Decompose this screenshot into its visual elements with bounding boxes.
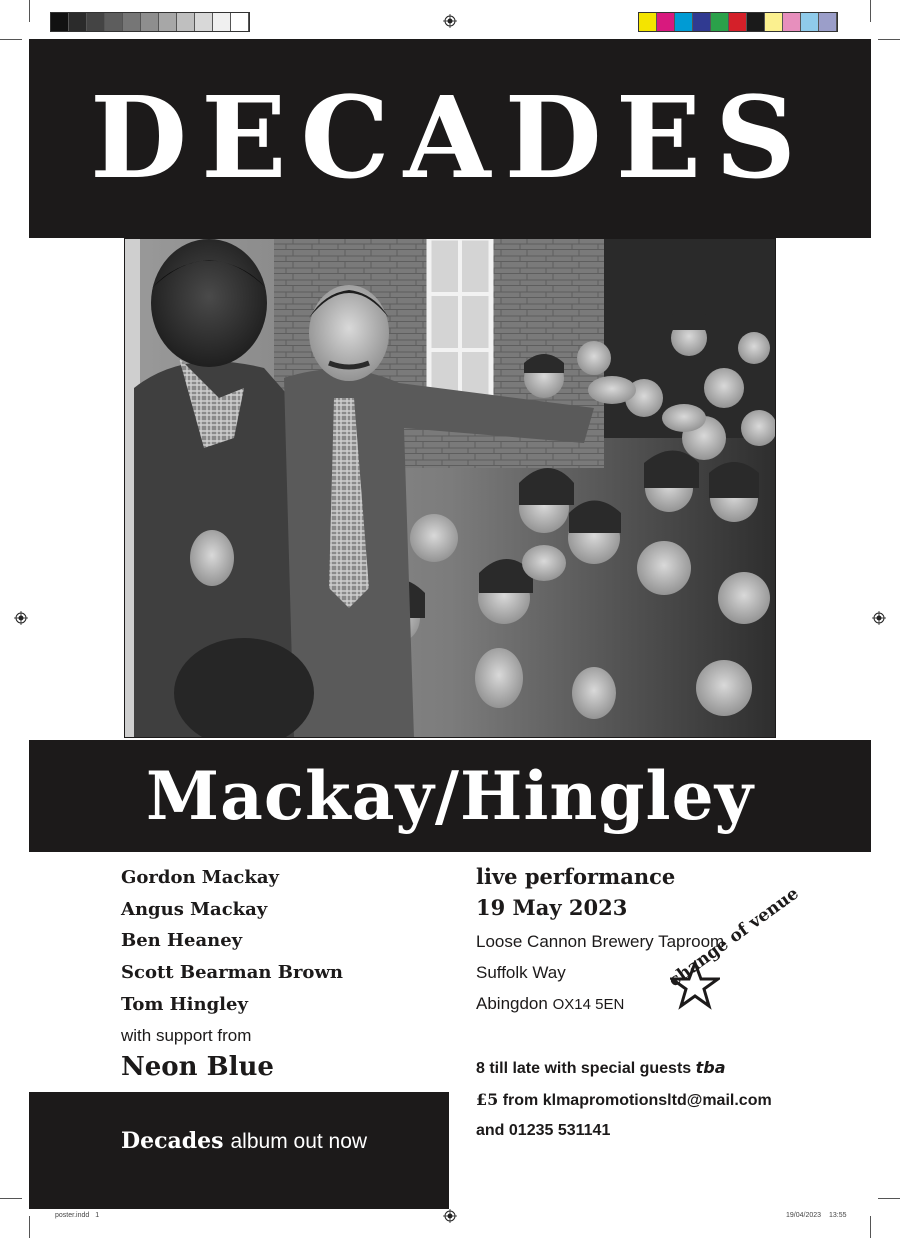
- time-line: [476, 1058, 726, 1078]
- process-colour-bar: [638, 12, 838, 32]
- band-member: Scott Bearman Brown: [121, 962, 344, 983]
- crop-mark: [878, 1198, 900, 1199]
- band-member: Ben Heaney: [121, 930, 243, 951]
- slug-filename: poster.indd: [55, 1212, 90, 1219]
- colour-swatch: [123, 13, 141, 31]
- band-member: Angus Mackay: [121, 899, 268, 920]
- colour-swatch: [765, 13, 783, 31]
- registration-mark-icon: [443, 1209, 457, 1223]
- venue-postcode: OX14 5EN: [552, 996, 625, 1013]
- time-text: 8 till late with special guests: [476, 1060, 692, 1077]
- colour-swatch: [87, 13, 105, 31]
- colour-swatch: [159, 13, 177, 31]
- colour-swatch: [639, 13, 657, 31]
- slug-date: 19/04/2023: [786, 1212, 822, 1219]
- colour-swatch: [783, 13, 801, 31]
- colour-swatch: [141, 13, 159, 31]
- poster-title: DECADES: [90, 72, 810, 204]
- registration-mark-icon: [14, 611, 28, 625]
- colour-swatch: [177, 13, 195, 31]
- crop-mark: [870, 1216, 871, 1238]
- artist-names: Mackay/Hingley: [146, 757, 754, 835]
- colour-swatch: [195, 13, 213, 31]
- album-name: Decades: [121, 1128, 224, 1154]
- colour-swatch: [69, 13, 87, 31]
- colour-swatch: [105, 13, 123, 31]
- crop-mark: [878, 39, 900, 40]
- colour-swatch: [693, 13, 711, 31]
- album-band: [29, 1092, 449, 1209]
- crop-mark: [29, 0, 30, 22]
- band-member: Gordon Mackay: [121, 867, 279, 888]
- crop-mark: [29, 1216, 30, 1238]
- venue-town: [476, 994, 624, 1014]
- colour-swatch: [801, 13, 819, 31]
- guests-value: tba: [695, 1058, 726, 1077]
- venue-name: Loose Cannon Brewery Taproom: [476, 932, 725, 951]
- colour-swatch: [711, 13, 729, 31]
- ticket-email: from klmapromotionsltd@mail.com: [502, 1092, 772, 1109]
- slug-time: 13:55: [829, 1212, 847, 1219]
- ticket-price: £5: [476, 1090, 499, 1109]
- album-status: album out now: [230, 1130, 368, 1153]
- event-heading: live performance: [476, 864, 676, 889]
- colour-swatch: [51, 13, 69, 31]
- band-member: Tom Hingley: [121, 994, 248, 1015]
- colour-swatch: [747, 13, 765, 31]
- colour-swatch: [729, 13, 747, 31]
- venue-town-name: Abingdon: [476, 994, 548, 1013]
- crop-mark: [0, 1198, 22, 1199]
- tickets-line: [476, 1090, 772, 1110]
- album-line: [121, 1128, 367, 1154]
- colour-swatch: [675, 13, 693, 31]
- colour-swatch: [213, 13, 231, 31]
- phone-line: and 01235 531141: [476, 1122, 611, 1139]
- slug-page: 1: [95, 1212, 100, 1219]
- event-date: 19 May 2023: [476, 895, 628, 920]
- artist-band: [29, 740, 871, 852]
- event-photo: [124, 238, 776, 738]
- venue-change-note: change of venue: [665, 883, 803, 992]
- colour-swatch: [231, 13, 249, 31]
- support-intro: with support from: [121, 1026, 252, 1045]
- registration-mark-icon: [443, 14, 457, 28]
- venue-street: Suffolk Way: [476, 963, 566, 982]
- print-slug-file: [55, 1212, 99, 1219]
- crop-mark: [0, 39, 22, 40]
- title-band: [29, 39, 871, 238]
- print-slug-date: [786, 1212, 847, 1219]
- colour-swatch: [819, 13, 837, 31]
- crop-mark: [870, 0, 871, 22]
- support-act: Neon Blue: [121, 1052, 274, 1082]
- gray-colour-bar: [50, 12, 250, 32]
- registration-mark-icon: [872, 611, 886, 625]
- colour-swatch: [657, 13, 675, 31]
